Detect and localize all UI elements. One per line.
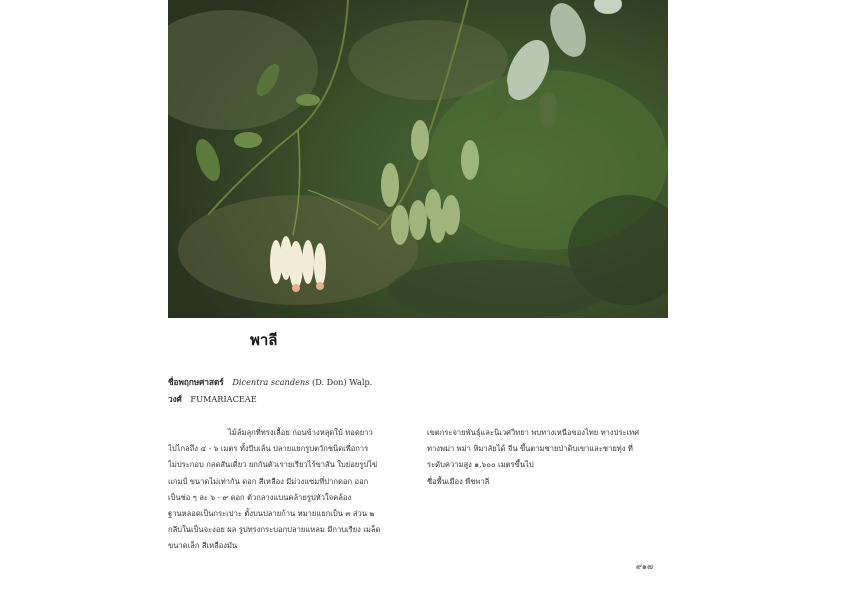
distribution-column — [427, 425, 667, 490]
description-line: ไม้ล้มลุกที่ทรงเลื้อย ก่อนข้างหลุดใบ้ ทอดยาว — [228, 428, 373, 437]
distribution-line: ระดับความสูง ๑,๖๐๐ เมตรขึ้นไป — [427, 460, 534, 470]
page-number: ๙๑๗ — [636, 562, 653, 571]
scientific-name: Dicentra scandens — [232, 377, 310, 387]
family-name: FUMARIACEAE — [190, 394, 257, 404]
description-line: ฐานหลอดเป็นกระเปาะ ตั้งบนปลายก้าน หมายแยกเป็น ๓ ส่วน ๒ — [168, 509, 375, 519]
scientific-name-line — [168, 376, 372, 389]
description-line: กลีบในเป็นจะงอย ผล รูปทรงกระบอกปลายแหลม มีกาบเรียง เมล็ด — [168, 525, 381, 535]
plant-title: พาลี — [250, 331, 278, 349]
distribution-line: ทางพม่า พม่า หิมาลัยได้ จีน ขึ้นตามชายป่าดิบเขาและชายทุ่ง ที่ — [427, 444, 633, 454]
description-line: แกมป์ ขนาดไม่เท่ากัน ดอก สีเหลือง มีม่วงแซมที่ปากดอก ออก — [168, 476, 369, 486]
scientific-authority: (D. Don) Walp. — [312, 377, 373, 387]
scientific-name-label: ชื่อพฤกษศาสตร์ — [168, 377, 224, 387]
description-column — [168, 425, 408, 555]
plant-photo — [168, 0, 668, 318]
dicentra-photo-illustration — [168, 0, 668, 318]
local-name-line: ชื่อพื้นเมือง พืชพาลี — [427, 476, 490, 486]
description-line: เป็นช่อ ๆ ละ ๖ - ๙ ดอก ตัวกลางแบนคล้ายรูปหัวใจคล้อง — [168, 492, 352, 502]
description-line: ขนาดเล็ก สีเหลืองมัน — [168, 541, 238, 551]
description-line: ไม่ประกอบ กลดสันเดี่ยว ยกกันตัวเรายเรียวไร้ขาสัน ใบย่อยรูปไข่ — [168, 460, 378, 470]
distribution-line: เขตกระจายพันธุ์และนิเวศวิทยา พบทางเหนือของไทย ทางประเทศ — [427, 428, 640, 437]
family-line — [168, 393, 257, 406]
family-label: วงศ์ — [168, 394, 182, 404]
description-line: ไปไกลถึง ๔ - ๖ เมตร ทั้งบีบเล้น ปลายแยกรูปตวักชนิดเพื่อการ — [168, 444, 369, 454]
